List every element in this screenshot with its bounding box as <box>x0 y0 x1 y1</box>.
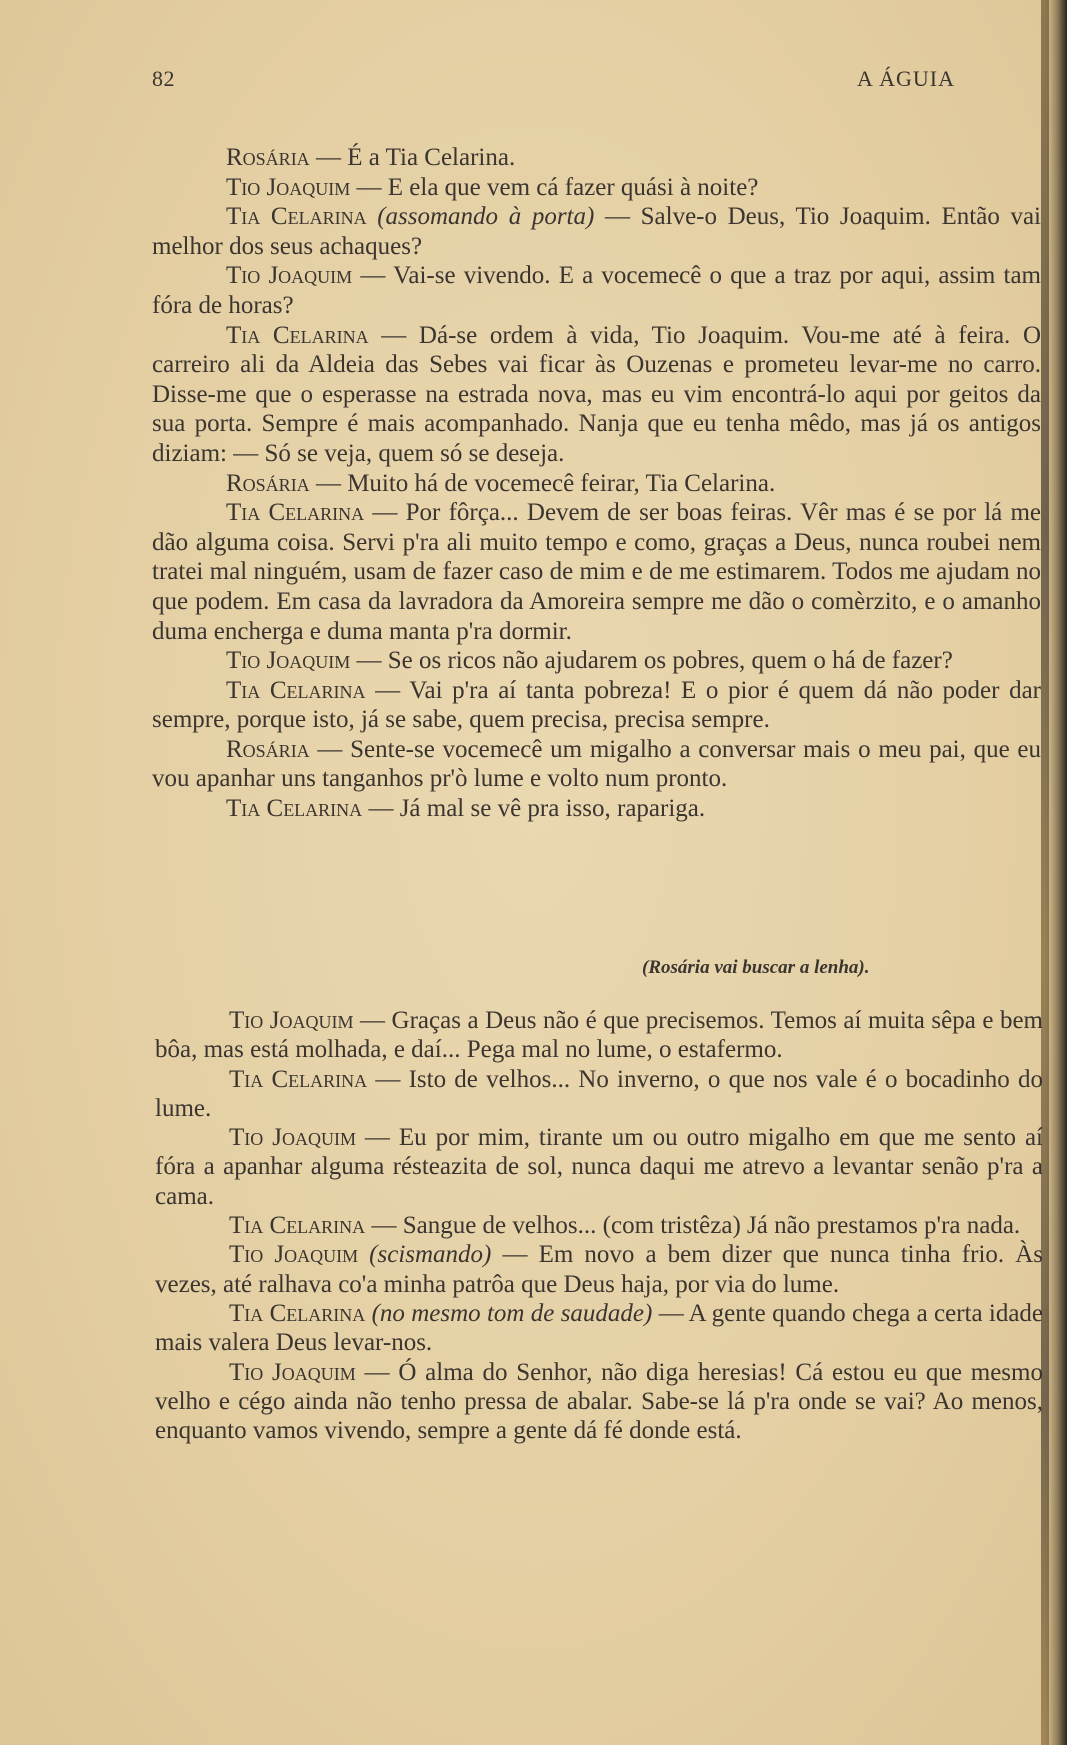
dialogue-paragraph <box>155 1358 1043 1446</box>
stage-note: (scismando) <box>369 1241 492 1269</box>
speech-text: — Isto de velhos... No inverno, o que nos vale é o bocadinho do lume. <box>155 1065 1043 1122</box>
dialogue-paragraph <box>152 646 1041 676</box>
speaker-name: Tio Joaquim <box>226 647 351 675</box>
dialogue-paragraph <box>152 676 1041 735</box>
running-head <box>152 66 955 96</box>
dialogue-paragraph <box>152 261 1041 320</box>
dialogue-paragraph <box>155 1065 1043 1124</box>
stage-note: (no mesmo tom de saudade) <box>371 1299 653 1327</box>
dialogue-paragraph <box>155 1123 1043 1211</box>
stage-note: (assomando à porta) <box>377 203 595 231</box>
speaker-name: Tia Celarina <box>226 795 363 823</box>
speaker-name: Tia Celarina <box>226 676 366 704</box>
dialogue-paragraph <box>152 202 1041 261</box>
journal-title: A ÁGUIA <box>856 66 955 91</box>
dialogue-paragraph <box>152 173 1041 203</box>
dialogue-paragraph <box>152 143 1041 173</box>
speech-text: — Já mal se vê pra isso, rapariga. <box>368 795 706 823</box>
dialogue-paragraph <box>152 321 1041 469</box>
dialogue-paragraph <box>155 1299 1043 1358</box>
speech-text: — Ó alma do Senhor, não diga heresias! Cá estou eu que mesmo velho e cégo ainda não tenho pressa de abalar. Sabe-se lá p'ra onde se vai? Ao menos, enquanto vamos vivendo, sempre a gente dá fé donde está. <box>155 1358 1043 1445</box>
speaker-name: Tia Celarina <box>226 321 369 349</box>
dialogue-paragraph <box>152 469 1041 499</box>
speaker-name: Tio Joaquim <box>226 262 353 290</box>
speech-text: — Sangue de velhos... (com tristêza) Já não prestamos p'ra nada. <box>371 1212 1021 1240</box>
speech-text: — Se os ricos não ajudarem os pobres, quem o há de fazer? <box>356 647 953 675</box>
speech-text: — Em novo a bem dizer que nunca tinha frio. Às vezes, até ralhava co'a minha patrôa que Deus haja, por via do lume. <box>155 1241 1044 1298</box>
speech-text: — Por fôrça... Devem de ser boas feiras. Vêr mas é se por lá me dão alguma coisa. Servi p'ra ali muito tempo e como, graças a Deus, nunca roubei nem tratei mal ninguém, usam de fazer caso de mim e de me estimarem. Todos me ajudam no que podem. Em casa da lavradora da Amoreira sempre me dão o comèrzito, e o amanho duma encherga e duma manta p'ra dormir. <box>152 499 1042 645</box>
speaker-name: Rosária <box>226 469 310 497</box>
speaker-name: Tia Celarina <box>229 1212 366 1240</box>
speech-text: — Muito há de vocemecê feirar, Tia Celarina. <box>315 469 776 497</box>
dialogue-block-bottom <box>155 1006 1043 1445</box>
speaker-name: Tio Joaquim <box>229 1124 356 1152</box>
speech-text: — Graças a Deus não é que precisemos. Temos aí muita sêpa e bem bôa, mas está molhada, e daí... Pega mal no lume, o estafermo. <box>155 1007 1043 1064</box>
speech-text: — É a Tia Celarina. <box>315 144 516 171</box>
speaker-name: Tia Celarina <box>229 1299 366 1327</box>
speech-text: — Vai p'ra aí tanta pobreza! E o pior é quem dá não poder dar sempre, porque isto, já se sabe, quem precisa, precisa sempre. <box>152 676 1041 734</box>
dialogue-paragraph <box>155 1211 1043 1240</box>
dialogue-paragraph <box>152 735 1041 794</box>
speaker-name: Tia Celarina <box>226 203 367 231</box>
dialogue-paragraph <box>152 498 1041 646</box>
speaker-name: Tia Celarina <box>229 1065 368 1093</box>
dialogue-block-top <box>152 143 1041 824</box>
speech-text: — Dá-se ordem à vida, Tio Joaquim. Vou-me até à feira. O carreiro ali da Aldeia das Sebes vai ficar às Ouzenas e prometeu levar-me no carro. Disse-me que o esperasse na estrada nova, mas eu vim encontrá-lo aqui por geitos da sua porta. Sempre é mais acompanhado. Nanja que eu tenha mêdo, mas já os antigos diziam: — Só se veja, quem só se deseja. <box>152 321 1042 467</box>
speech-text: — Vai-se vivendo. E a vocemecê o que a traz por aqui, assim tam fóra de horas? <box>152 262 1041 319</box>
dialogue-paragraph <box>152 794 1041 824</box>
speaker-name: Tio Joaquim <box>226 173 351 201</box>
speech-text: — Salve-o Deus, Tio Joaquim. Então vai melhor dos seus achaques? <box>152 203 1042 260</box>
speaker-name: Tio Joaquim <box>229 1007 354 1034</box>
dialogue-paragraph <box>155 1006 1043 1065</box>
page-edge-shadow <box>1045 0 1067 1745</box>
speech-text: — A gente quando chega a certa idade mais valera Deus levar-nos. <box>155 1299 1044 1357</box>
speaker-name: Rosária <box>226 735 310 763</box>
speaker-name: Rosária <box>226 144 310 171</box>
speaker-name: Tio Joaquim <box>229 1358 356 1386</box>
speech-text: — Eu por mim, tirante um ou outro migalho em que me sento aí fóra a apanhar alguma résteazita de sol, nunca daqui me atrevo a levantar senão p'ra a cama. <box>155 1124 1044 1210</box>
dialogue-paragraph <box>155 1240 1043 1299</box>
page-number: 82 <box>152 66 175 91</box>
speaker-name: Tio Joaquim <box>229 1241 359 1269</box>
speech-text: — E ela que vem cá fazer quási à noite? <box>356 173 759 201</box>
speech-text: — Sente-se vocemecê um migalho a conversar mais o meu pai, que eu vou apanhar uns tanganhos pr'ò lume e volto num pronto. <box>152 735 1041 793</box>
speaker-name: Tia Celarina <box>226 499 365 527</box>
stage-direction: (Rosária vai buscar a lenha). <box>642 957 870 978</box>
